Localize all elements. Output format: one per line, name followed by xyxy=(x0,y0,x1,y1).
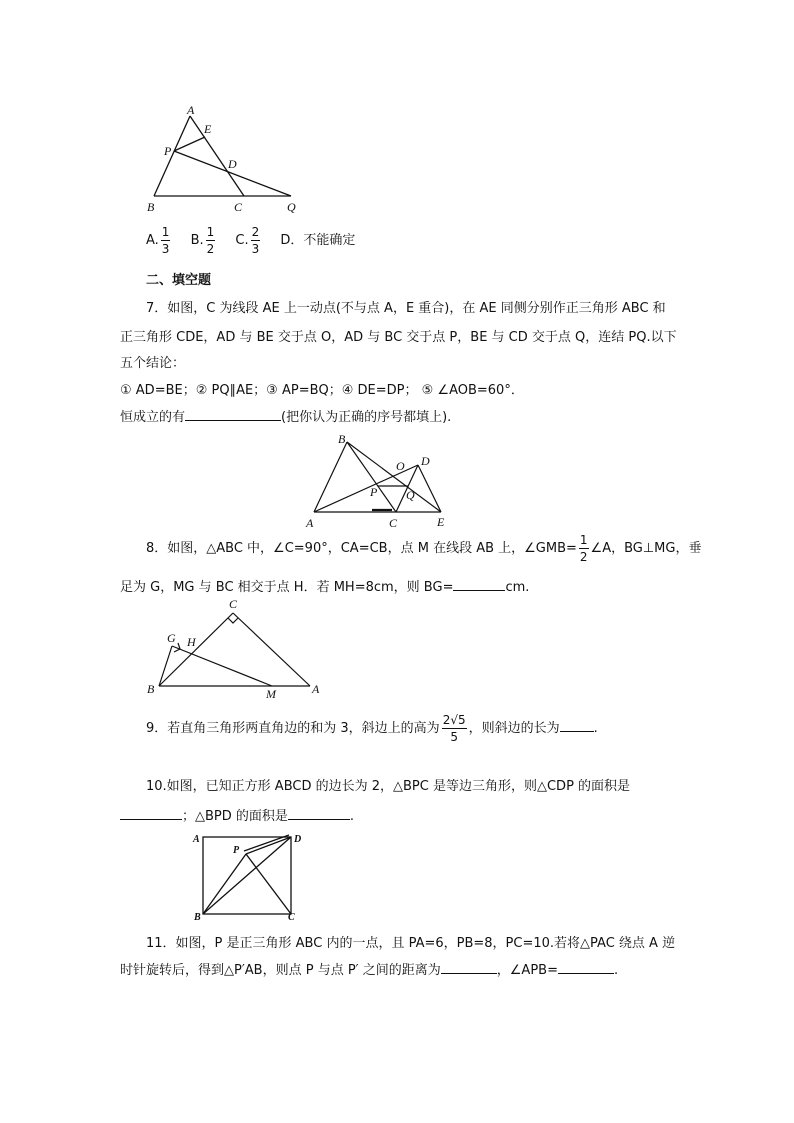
fig7-label-B: B xyxy=(338,432,346,446)
q10-line2: ；△BPD 的面积是 . xyxy=(120,805,354,824)
q10-line1: 10.如图，已知正方形 ABCD 的边长为 2，△BPC 是等边三角形，则△CDP 的面积是 xyxy=(146,779,631,794)
q7-line3: 五个结论： xyxy=(120,356,186,371)
section-title: 二、填空题 xyxy=(146,273,212,288)
fig8-label-C: C xyxy=(229,597,238,611)
fig7-label-Q: Q xyxy=(406,488,415,502)
fig1-label-B: B xyxy=(147,200,155,214)
fig8-label-A: A xyxy=(312,682,320,696)
fig10-label-A: A xyxy=(193,834,200,845)
fig7-label-C: C xyxy=(389,516,398,530)
fig7-label-A: A xyxy=(306,516,314,530)
fig8-label-G: G xyxy=(167,631,176,645)
fig10-label-B: B xyxy=(194,912,201,923)
fig7-label-P: P xyxy=(370,485,378,499)
q11-line1: 11．如图，P 是正三角形 ABC 内的一点，且 PA=6，PB=8，PC=10.若将△PAC 绕点 A 逆 xyxy=(146,936,676,951)
q7-line2: 正三角形 CDE，AD 与 BE 交于点 O，AD 与 BC 交于点 P，BE 与 CD 交于点 Q，连结 PQ.以下 xyxy=(120,330,677,345)
fig1-label-A: A xyxy=(187,103,195,117)
fig1-label-P: P xyxy=(164,144,172,158)
q9-line: 9．若直角三角形两直角边的和为 3，斜边上的高为 $\frac{2√5}{5}$ ，则斜边的长为 . xyxy=(146,713,598,744)
choice-a[interactable]: A. $\frac{1}{3}$ xyxy=(146,225,170,256)
q7-conclusions: ① AD=BE；② PQ∥AE；③ AP=BQ；④ DE=DP； ⑤ ∠AOB=60°． xyxy=(120,383,524,398)
q11-angle-blank[interactable] xyxy=(558,959,614,974)
fig1-label-D: D xyxy=(228,157,237,171)
q8-line1: 8．如图，△ABC 中，∠C=90°，CA=CB，点 M 在线段 AB 上，∠GMB= $\frac{1}{2}$ ∠A，BG⊥MG，垂 xyxy=(146,533,702,564)
q8-line2: 足为 G，MG 与 BC 相交于点 H．若 MH=8cm，则 BG= cm. xyxy=(120,576,529,595)
fig1-label-C: C xyxy=(234,200,243,214)
q7-line1: 7．如图，C 为线段 AE 上一动点(不与点 A，E 重合)，在 AE 同侧分别作正三角形 ABC 和 xyxy=(146,301,666,316)
fig8-label-M: M xyxy=(266,687,276,701)
fig10-label-C: C xyxy=(288,912,295,923)
fig8-label-H: H xyxy=(187,635,196,649)
q7-answer-line: 恒成立的有 (把你认为正确的序号都填上). xyxy=(120,406,451,425)
fig7-label-D: D xyxy=(421,454,430,468)
fig8-label-B: B xyxy=(147,682,155,696)
fig1-label-E: E xyxy=(204,122,212,136)
fig10-label-P: P xyxy=(233,845,240,856)
choice-b[interactable]: B. $\frac{1}{2}$ xyxy=(190,225,215,256)
fig7-label-E: E xyxy=(437,515,445,529)
choice-d[interactable]: D．不能确定 xyxy=(280,233,356,248)
fig10-label-D: D xyxy=(294,834,302,845)
fig1-label-Q: Q xyxy=(287,200,296,214)
q11-distance-blank[interactable] xyxy=(441,959,497,974)
fig7-label-O: O xyxy=(396,459,405,473)
choice-c[interactable]: C. $\frac{2}{3}$ xyxy=(235,225,260,256)
q11-line2: 时针旋转后，得到△P′AB，则点 P 与点 P′ 之间的距离为 ，∠APB= . xyxy=(120,959,618,978)
